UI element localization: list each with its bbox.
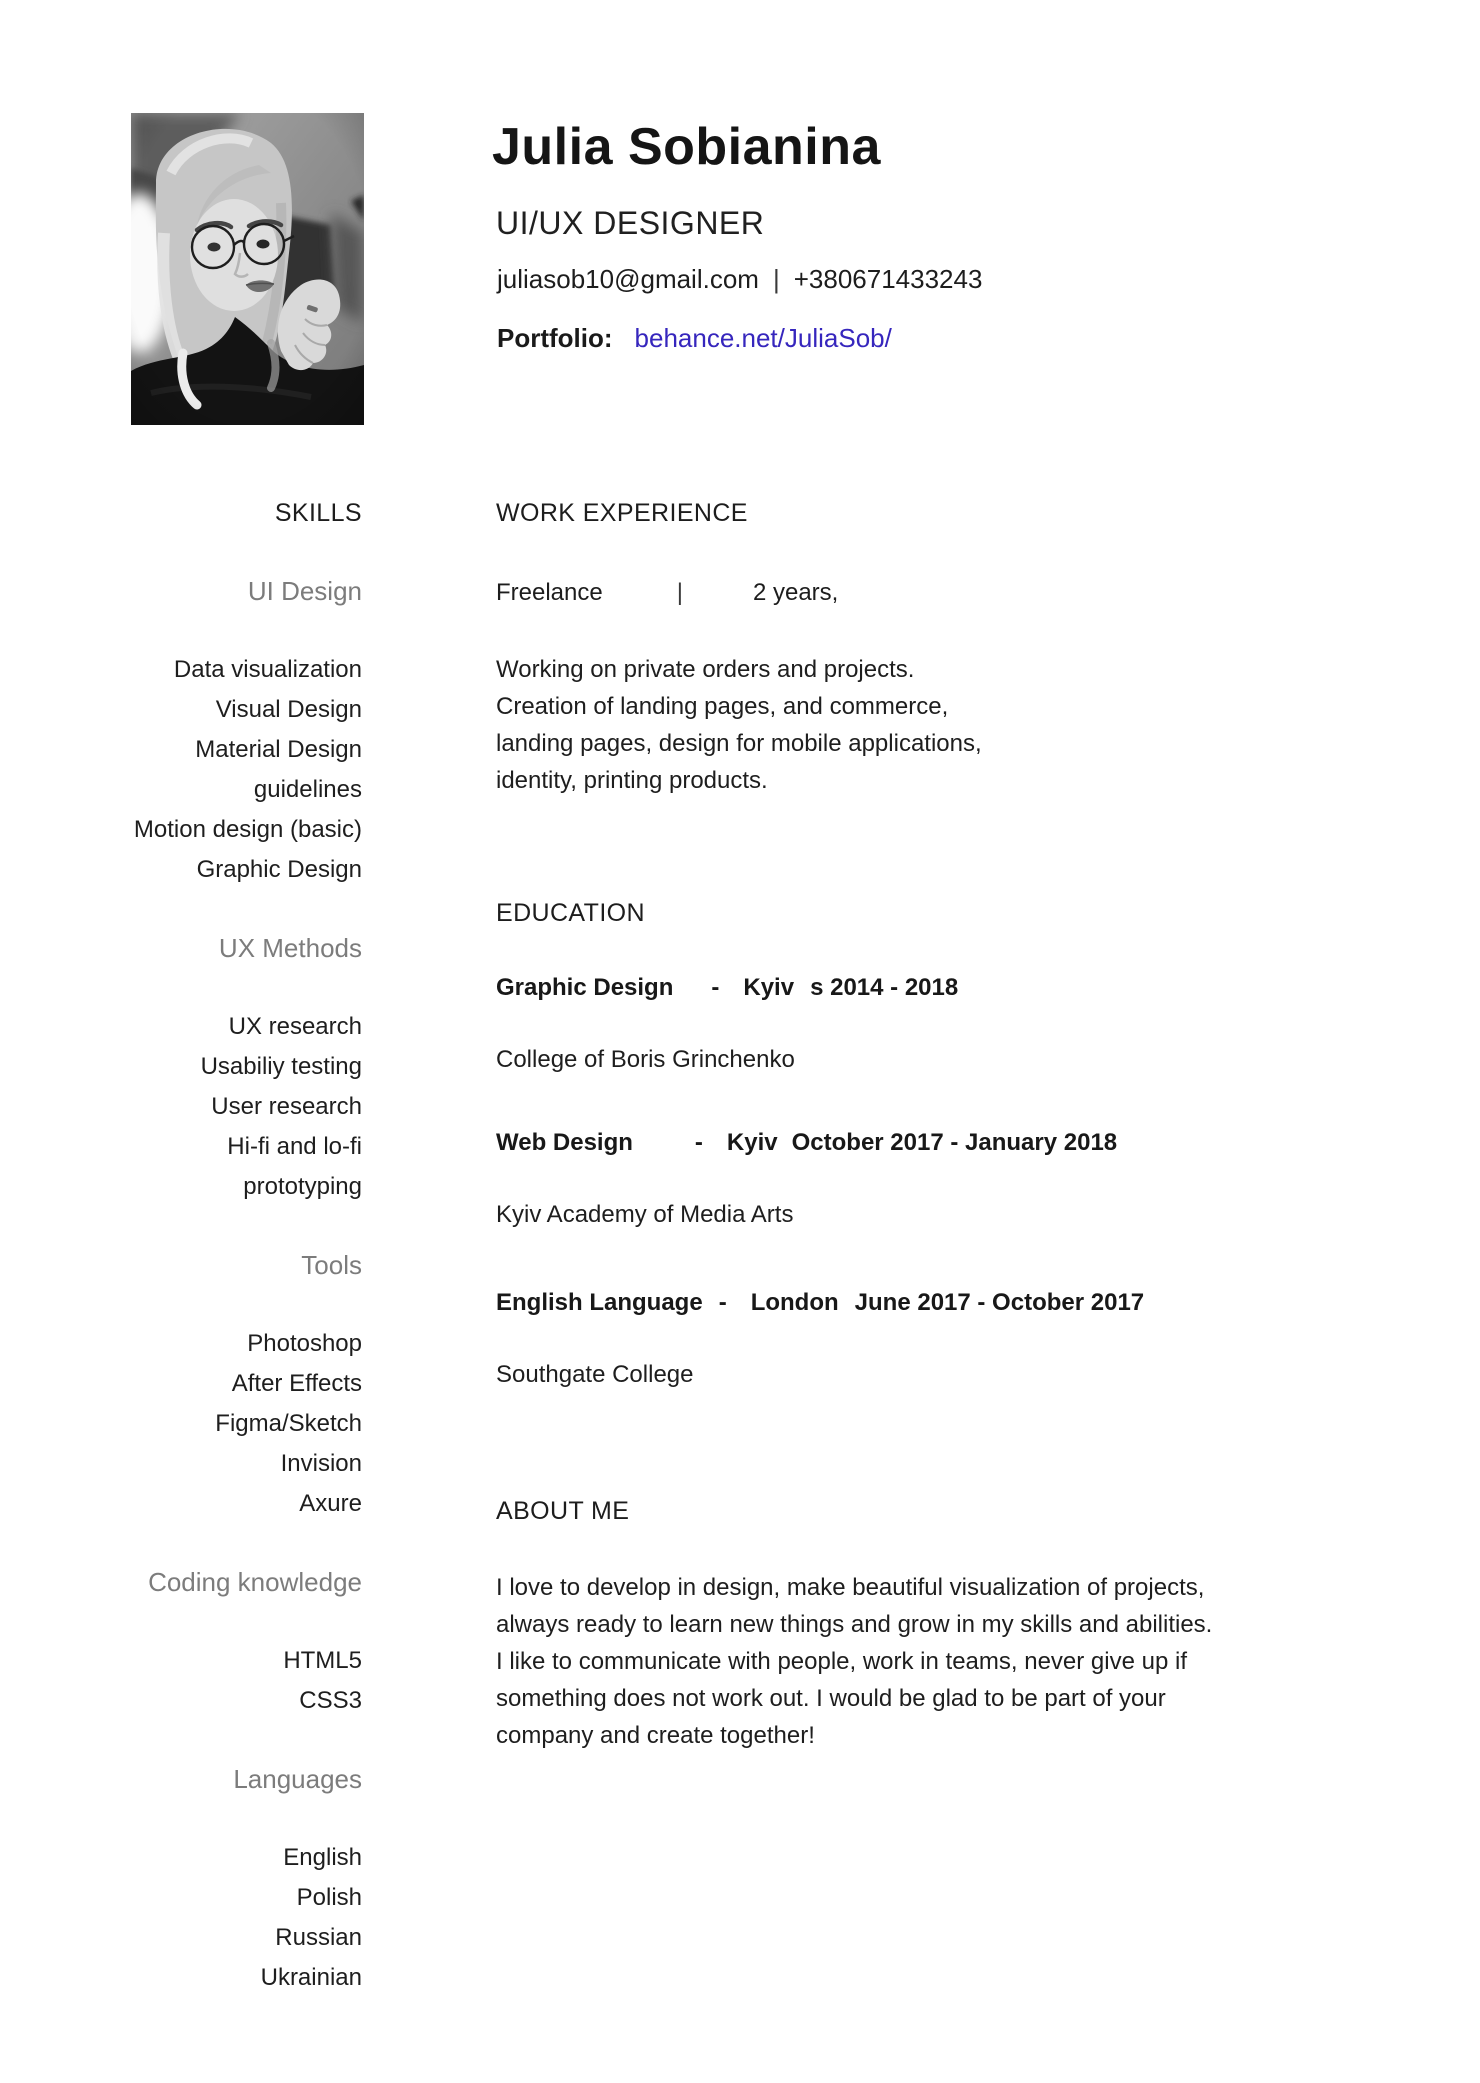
- skill-item: Graphic Design: [196, 856, 362, 883]
- education-dash: -: [711, 974, 720, 1001]
- skill-item: After Effects: [231, 1370, 362, 1397]
- skill-item: Photoshop: [247, 1330, 362, 1357]
- work-entry-title: [496, 573, 838, 613]
- portfolio-link[interactable]: behance.net/JuliaSob/: [634, 323, 892, 353]
- education-degree: English Language: [496, 1289, 703, 1316]
- portfolio-line: [497, 323, 892, 354]
- education-entry-title: [496, 1283, 1144, 1323]
- skill-group-label-coding: Coding knowledge: [148, 1567, 362, 1597]
- education-dash: -: [718, 1289, 727, 1316]
- skill-item: HTML5: [283, 1647, 362, 1674]
- education-entry-title: [496, 1123, 1117, 1163]
- skills-heading: SKILLS: [274, 499, 362, 527]
- education-heading: EDUCATION: [496, 899, 645, 927]
- skill-item: Invision: [280, 1450, 362, 1477]
- about-me-line: something does not work out. I would be glad to be part of your: [496, 1685, 1166, 1712]
- skill-group-label-languages: Languages: [233, 1764, 362, 1794]
- about-me-text: [496, 1569, 1212, 1754]
- work-description-line: Creation of landing pages, and commerce,: [496, 693, 949, 720]
- skill-item: Material Design: [195, 736, 362, 763]
- skill-item: Axure: [299, 1490, 362, 1517]
- skill-item: Data visualization: [173, 656, 362, 683]
- education-city: Kyiv: [726, 1129, 778, 1156]
- education-school: Kyiv Academy of Media Arts: [496, 1201, 794, 1228]
- education-degree: Graphic Design: [496, 974, 674, 1001]
- skill-item: User research: [211, 1093, 362, 1120]
- work-description-line: landing pages, design for mobile applications,: [496, 730, 982, 757]
- skill-item: Russian: [275, 1924, 362, 1951]
- job-title: UI/UX DESIGNER: [496, 205, 765, 241]
- skill-group-label-ux-methods: UX Methods: [218, 933, 362, 963]
- skill-item: Hi-fi and lo-fi: [227, 1133, 362, 1160]
- work-experience-heading: WORK EXPERIENCE: [496, 499, 748, 527]
- skill-item: Figma/Sketch: [215, 1410, 362, 1437]
- main-column: [496, 493, 1456, 1893]
- education-dates: October 2017 - January 2018: [791, 1129, 1118, 1156]
- education-city: London: [750, 1289, 839, 1316]
- education-dates: June 2017 - October 2017: [854, 1289, 1145, 1316]
- work-description-line: identity, printing products.: [496, 767, 768, 794]
- education-school: College of Boris Grinchenko: [496, 1046, 795, 1073]
- work-description: [496, 651, 982, 799]
- skill-group-label-ui-design: UI Design: [247, 576, 362, 606]
- portfolio-label: Portfolio:: [497, 323, 613, 353]
- about-me-line: I love to develop in design, make beautiful visualization of projects,: [496, 1574, 1205, 1601]
- work-duration: 2 years,: [752, 579, 839, 606]
- phone-text: +380671433243: [793, 264, 983, 294]
- skill-item: Visual Design: [215, 696, 362, 723]
- work-separator: |: [676, 579, 683, 606]
- profile-photo: [131, 113, 364, 425]
- contact-line: [497, 264, 982, 295]
- portrait-illustration: [131, 113, 364, 425]
- page-title: Julia Sobianina: [492, 118, 881, 176]
- skill-item: CSS3: [299, 1687, 362, 1714]
- email-text: juliasob10@gmail.com: [497, 264, 759, 294]
- skill-item: UX research: [228, 1013, 362, 1040]
- about-me-line: I like to communicate with people, work in teams, never give up if: [496, 1648, 1187, 1675]
- about-me-line: company and create together!: [496, 1722, 815, 1749]
- work-description-line: Working on private orders and projects.: [496, 656, 915, 683]
- about-me-heading: ABOUT ME: [496, 1497, 630, 1525]
- education-city: Kyiv: [743, 974, 795, 1001]
- work-role: Freelance: [496, 579, 603, 606]
- education-entry-title: [496, 968, 958, 1008]
- education-degree: Web Design: [496, 1129, 633, 1156]
- skill-item: Motion design (basic): [133, 816, 362, 843]
- skill-item: guidelines: [253, 776, 362, 803]
- education-dash: -: [694, 1129, 703, 1156]
- skill-item: Ukrainian: [260, 1964, 362, 1991]
- about-me-line: always ready to learn new things and grow in my skills and abilities.: [496, 1611, 1213, 1638]
- skill-item: English: [283, 1844, 362, 1871]
- education-school: Southgate College: [496, 1361, 694, 1388]
- education-dates: s 2014 - 2018: [810, 974, 959, 1001]
- contact-separator: |: [772, 264, 780, 294]
- skills-sidebar: [60, 493, 362, 1998]
- skill-item: prototyping: [243, 1173, 362, 1200]
- skill-item: Polish: [296, 1884, 362, 1911]
- skill-item: Usabiliy testing: [200, 1053, 362, 1080]
- skill-group-label-tools: Tools: [301, 1250, 362, 1280]
